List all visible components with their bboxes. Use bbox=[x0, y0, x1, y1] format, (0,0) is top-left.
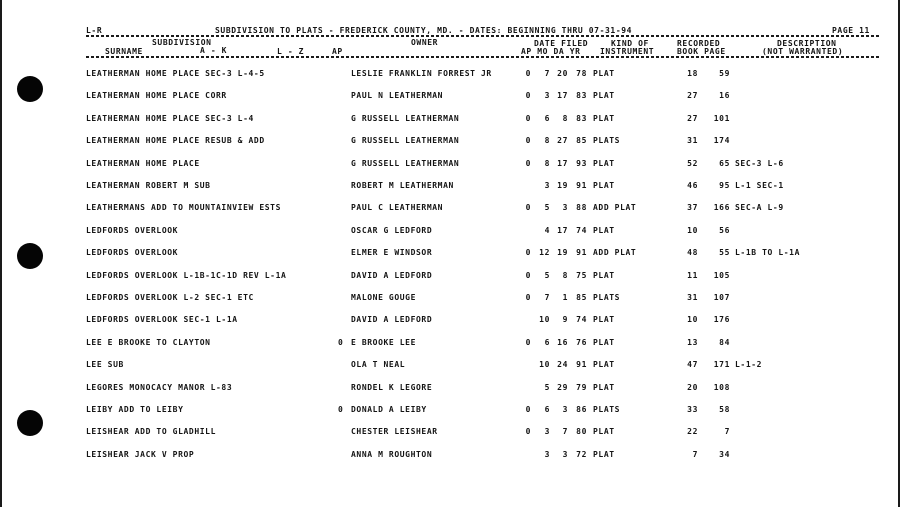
year-cell: 78 bbox=[576, 69, 587, 78]
page-number: PAGE 11 bbox=[832, 26, 870, 35]
instrument-cell: PLAT bbox=[593, 225, 615, 235]
ap-cell: 0 bbox=[525, 270, 531, 280]
subdivision-cell: LEE SUB bbox=[86, 360, 124, 370]
owner-cell: CHESTER LEISHEAR bbox=[351, 427, 438, 437]
day-cell: 17 bbox=[557, 91, 568, 101]
day-cell: 16 bbox=[557, 337, 568, 347]
subdivision-cell: LEATHERMAN HOME PLACE SEC-3 L-4 bbox=[86, 113, 254, 123]
instrument-cell: PLATS bbox=[593, 405, 621, 414]
day-cell: 1 bbox=[562, 293, 568, 302]
book-page-cell: 95 bbox=[719, 181, 730, 190]
book-cell: 37 bbox=[687, 203, 698, 213]
description-cell: L-1B TO L-1A bbox=[735, 248, 800, 258]
col-book-page: BOOK PAGE bbox=[677, 47, 726, 56]
description-cell: SEC-3 L-6 bbox=[735, 158, 784, 168]
description-cell: L-1 SEC-1 bbox=[735, 181, 784, 190]
year-cell: 80 bbox=[576, 427, 587, 437]
book-page-cell: 107 bbox=[713, 293, 730, 302]
col-recorded: RECORDED bbox=[677, 39, 721, 48]
year-cell: 85 bbox=[576, 293, 587, 302]
month-cell: 5 bbox=[544, 382, 550, 392]
subdivision-cell: LEDFORDS OVERLOOK SEC-1 L-1A bbox=[86, 315, 238, 325]
year-cell: 93 bbox=[576, 158, 587, 168]
owner-cell: ROBERT M LEATHERMAN bbox=[351, 181, 454, 190]
table-row bbox=[0, 383, 900, 393]
day-cell: 9 bbox=[562, 315, 568, 325]
book-cell: 48 bbox=[687, 248, 698, 258]
book-page-cell: 34 bbox=[719, 449, 730, 459]
subdivision-cell: LEDFORDS OVERLOOK bbox=[86, 225, 179, 235]
day-cell: 8 bbox=[562, 270, 568, 280]
year-cell: 86 bbox=[576, 405, 587, 414]
year-cell: 76 bbox=[576, 337, 587, 347]
ap-cell: 0 bbox=[525, 136, 531, 146]
book-cell: 11 bbox=[687, 270, 698, 280]
day-cell: 7 bbox=[562, 427, 568, 437]
subdivision-cell: LEGORES MONOCACY MANOR L-83 bbox=[86, 382, 233, 392]
subdivision-cell: LEIBY ADD TO LEIBY bbox=[86, 405, 184, 414]
ap-cell: 0 bbox=[525, 405, 531, 414]
book-cell: 27 bbox=[687, 91, 698, 101]
month-cell: 7 bbox=[544, 293, 550, 302]
month-cell: 5 bbox=[544, 203, 550, 213]
section-code: L-R bbox=[86, 26, 103, 35]
description-cell: L-1-2 bbox=[735, 360, 763, 370]
book-cell: 31 bbox=[687, 293, 698, 302]
month-cell: 8 bbox=[544, 158, 550, 168]
book-page-cell: 7 bbox=[724, 427, 730, 437]
day-cell: 24 bbox=[557, 360, 568, 370]
month-cell: 5 bbox=[544, 270, 550, 280]
book-cell: 33 bbox=[687, 405, 698, 414]
ap-flag-cell: 0 bbox=[338, 337, 344, 347]
year-cell: 88 bbox=[576, 203, 587, 213]
ap-cell: 0 bbox=[525, 203, 531, 213]
table-row bbox=[0, 203, 900, 213]
owner-cell: DONALD A LEIBY bbox=[351, 405, 427, 414]
ap-cell: 0 bbox=[525, 337, 531, 347]
month-cell: 4 bbox=[544, 225, 550, 235]
day-cell: 3 bbox=[562, 203, 568, 213]
book-page-cell: 105 bbox=[713, 270, 730, 280]
subdivision-cell: LEDFORDS OVERLOOK bbox=[86, 248, 179, 258]
subdivision-cell: LEATHERMAN HOME PLACE CORR bbox=[86, 91, 227, 101]
book-cell: 22 bbox=[687, 427, 698, 437]
ap-cell: 0 bbox=[525, 293, 531, 302]
instrument-cell: PLATS bbox=[593, 293, 621, 302]
table-row bbox=[0, 69, 900, 79]
book-page-cell: 56 bbox=[719, 225, 730, 235]
instrument-cell: PLAT bbox=[593, 158, 615, 168]
year-cell: 91 bbox=[576, 360, 587, 370]
book-page-cell: 16 bbox=[719, 91, 730, 101]
col-subdivision: SUBDIVISION bbox=[152, 38, 212, 47]
instrument-cell: PLAT bbox=[593, 91, 615, 101]
day-cell: 29 bbox=[557, 382, 568, 392]
owner-cell: MALONE GOUGE bbox=[351, 293, 416, 302]
subdivision-cell: LEDFORDS OVERLOOK L-2 SEC-1 ETC bbox=[86, 293, 254, 302]
book-cell: 13 bbox=[687, 337, 698, 347]
owner-cell: PAUL C LEATHERMAN bbox=[351, 203, 444, 213]
instrument-cell: PLAT bbox=[593, 270, 615, 280]
month-cell: 7 bbox=[544, 69, 550, 78]
col-a-k: A - K bbox=[200, 46, 228, 55]
day-cell: 3 bbox=[562, 449, 568, 459]
year-cell: 83 bbox=[576, 91, 587, 101]
table-row bbox=[0, 226, 900, 236]
day-cell: 20 bbox=[557, 69, 568, 78]
month-cell: 3 bbox=[544, 91, 550, 101]
book-cell: 27 bbox=[687, 113, 698, 123]
ap-flag-cell: 0 bbox=[338, 405, 344, 414]
month-cell: 6 bbox=[544, 405, 550, 414]
month-cell: 10 bbox=[539, 360, 550, 370]
ap-cell: 0 bbox=[525, 69, 531, 78]
col-l-z: L - Z bbox=[277, 47, 305, 56]
col-ap: AP bbox=[332, 47, 343, 56]
table-row bbox=[0, 450, 900, 460]
book-cell: 31 bbox=[687, 136, 698, 146]
subdivision-cell: LEATHERMANS ADD TO MOUNTAINVIEW ESTS bbox=[86, 203, 281, 213]
owner-cell: E BROOKE LEE bbox=[351, 337, 416, 347]
col-ap-mo-da-yr: AP MO DA YR bbox=[521, 47, 581, 56]
owner-cell: RONDEL K LEGORE bbox=[351, 382, 433, 392]
day-cell: 8 bbox=[562, 113, 568, 123]
subdivision-cell: LEATHERMAN ROBERT M SUB bbox=[86, 181, 211, 190]
month-cell: 10 bbox=[539, 315, 550, 325]
table-row bbox=[0, 271, 900, 281]
month-cell: 3 bbox=[544, 181, 550, 190]
table-row bbox=[0, 114, 900, 124]
day-cell: 27 bbox=[557, 136, 568, 146]
table-row bbox=[0, 293, 900, 303]
book-page-cell: 65 bbox=[719, 158, 730, 168]
owner-cell: OSCAR G LEDFORD bbox=[351, 225, 433, 235]
book-cell: 20 bbox=[687, 382, 698, 392]
book-page-cell: 166 bbox=[713, 203, 730, 213]
instrument-cell: PLAT bbox=[593, 449, 615, 459]
year-cell: 83 bbox=[576, 113, 587, 123]
year-cell: 91 bbox=[576, 248, 587, 258]
table-row bbox=[0, 136, 900, 146]
book-page-cell: 171 bbox=[713, 360, 730, 370]
month-cell: 12 bbox=[539, 248, 550, 258]
header-rule-top bbox=[86, 35, 880, 37]
table-row bbox=[0, 315, 900, 325]
col-surname: SURNAME bbox=[105, 47, 143, 56]
col-date-filed: DATE FILED bbox=[534, 39, 589, 48]
report-title: SUBDIVISION TO PLATS - FREDERICK COUNTY, MD. - DATES: BEGINNING THRU 07-31-94 bbox=[215, 26, 633, 35]
book-cell: 10 bbox=[687, 315, 698, 325]
owner-cell: ANNA M ROUGHTON bbox=[351, 449, 433, 459]
book-page-cell: 176 bbox=[713, 315, 730, 325]
month-cell: 8 bbox=[544, 136, 550, 146]
day-cell: 3 bbox=[562, 405, 568, 414]
instrument-cell: PLAT bbox=[593, 69, 615, 78]
table-row bbox=[0, 248, 900, 258]
subdivision-cell: LEATHERMAN HOME PLACE bbox=[86, 158, 200, 168]
subdivision-cell: LEE E BROOKE TO CLAYTON bbox=[86, 337, 211, 347]
instrument-cell: PLAT bbox=[593, 360, 615, 370]
book-cell: 10 bbox=[687, 225, 698, 235]
instrument-cell: PLAT bbox=[593, 337, 615, 347]
subdivision-cell: LEATHERMAN HOME PLACE SEC-3 L-4-5 bbox=[86, 69, 265, 78]
subdivision-cell: LEDFORDS OVERLOOK L-1B-1C-1D REV L-1A bbox=[86, 270, 287, 280]
month-cell: 6 bbox=[544, 113, 550, 123]
month-cell: 6 bbox=[544, 337, 550, 347]
book-cell: 18 bbox=[687, 69, 698, 78]
table-row bbox=[0, 91, 900, 101]
header-rule-bottom bbox=[86, 56, 880, 58]
book-page-cell: 84 bbox=[719, 337, 730, 347]
book-page-cell: 59 bbox=[719, 69, 730, 78]
book-cell: 46 bbox=[687, 181, 698, 190]
instrument-cell: PLAT bbox=[593, 427, 615, 437]
owner-cell: G RUSSELL LEATHERMAN bbox=[351, 136, 460, 146]
subdivision-cell: LEATHERMAN HOME PLACE RESUB & ADD bbox=[86, 136, 265, 146]
owner-cell: ELMER E WINDSOR bbox=[351, 248, 433, 258]
year-cell: 85 bbox=[576, 136, 587, 146]
book-cell: 47 bbox=[687, 360, 698, 370]
book-page-cell: 108 bbox=[713, 382, 730, 392]
ap-cell: 0 bbox=[525, 427, 531, 437]
year-cell: 74 bbox=[576, 315, 587, 325]
col-instrument: INSTRUMENT bbox=[600, 47, 655, 56]
year-cell: 74 bbox=[576, 225, 587, 235]
book-page-cell: 174 bbox=[713, 136, 730, 146]
ap-cell: 0 bbox=[525, 91, 531, 101]
ap-cell: 0 bbox=[525, 158, 531, 168]
instrument-cell: PLAT bbox=[593, 315, 615, 325]
book-cell: 52 bbox=[687, 158, 698, 168]
owner-cell: G RUSSELL LEATHERMAN bbox=[351, 158, 460, 168]
subdivision-cell: LEISHEAR ADD TO GLADHILL bbox=[86, 427, 216, 437]
book-page-cell: 101 bbox=[713, 113, 730, 123]
table-row bbox=[0, 338, 900, 348]
col-description: DESCRIPTION bbox=[777, 39, 837, 48]
instrument-cell: PLAT bbox=[593, 181, 615, 190]
instrument-cell: PLAT bbox=[593, 113, 615, 123]
col-kind-of: KIND OF bbox=[611, 39, 649, 48]
owner-cell: LESLIE FRANKLIN FORREST JR bbox=[351, 69, 492, 78]
day-cell: 19 bbox=[557, 248, 568, 258]
month-cell: 3 bbox=[544, 427, 550, 437]
book-page-cell: 55 bbox=[719, 248, 730, 258]
table-row bbox=[0, 427, 900, 437]
owner-cell: DAVID A LEDFORD bbox=[351, 315, 433, 325]
description-cell: SEC-A L-9 bbox=[735, 203, 784, 213]
table-row bbox=[0, 159, 900, 169]
instrument-cell: PLAT bbox=[593, 382, 615, 392]
book-page-cell: 58 bbox=[719, 405, 730, 414]
table-row bbox=[0, 405, 900, 415]
day-cell: 17 bbox=[557, 225, 568, 235]
col-owner: OWNER bbox=[411, 38, 439, 47]
year-cell: 75 bbox=[576, 270, 587, 280]
instrument-cell: ADD PLAT bbox=[593, 248, 637, 258]
instrument-cell: PLATS bbox=[593, 136, 621, 146]
year-cell: 91 bbox=[576, 181, 587, 190]
ap-cell: 0 bbox=[525, 113, 531, 123]
ap-cell: 0 bbox=[525, 248, 531, 258]
day-cell: 19 bbox=[557, 181, 568, 190]
owner-cell: PAUL N LEATHERMAN bbox=[351, 91, 444, 101]
col-not-warranted: (NOT WARRANTED) bbox=[762, 47, 844, 56]
book-cell: 7 bbox=[692, 449, 698, 459]
owner-cell: G RUSSELL LEATHERMAN bbox=[351, 113, 460, 123]
table-row bbox=[0, 360, 900, 370]
subdivision-cell: LEISHEAR JACK V PROP bbox=[86, 449, 195, 459]
year-cell: 79 bbox=[576, 382, 587, 392]
month-cell: 3 bbox=[544, 449, 550, 459]
owner-cell: OLA T NEAL bbox=[351, 360, 406, 370]
table-row bbox=[0, 181, 900, 191]
day-cell: 17 bbox=[557, 158, 568, 168]
owner-cell: DAVID A LEDFORD bbox=[351, 270, 433, 280]
year-cell: 72 bbox=[576, 449, 587, 459]
instrument-cell: ADD PLAT bbox=[593, 203, 637, 213]
